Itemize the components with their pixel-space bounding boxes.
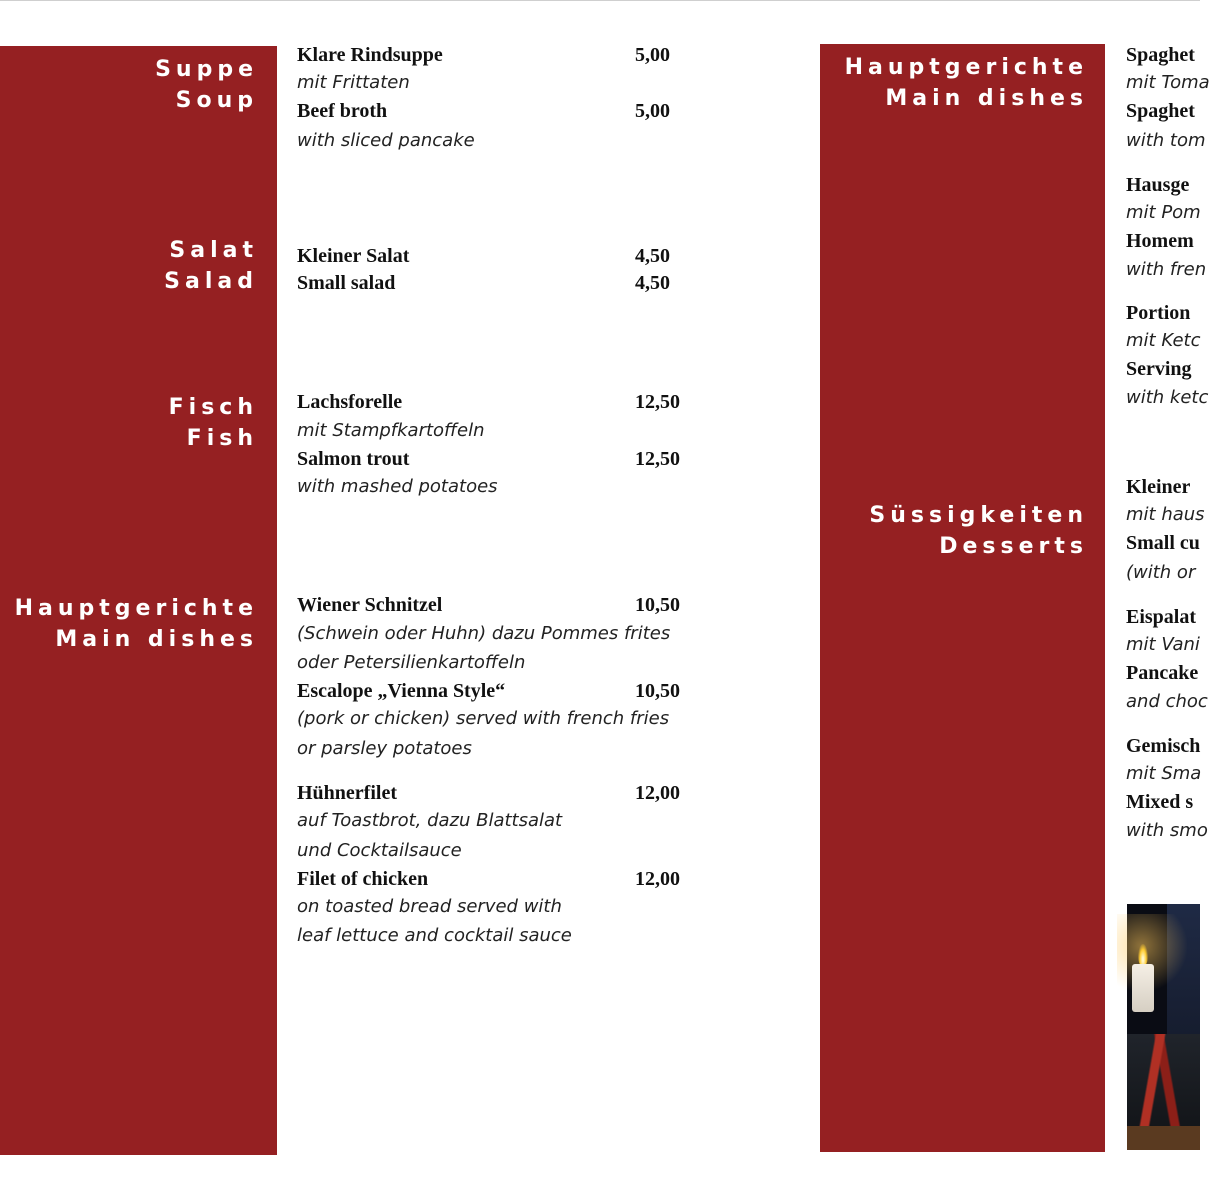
menu-item-name: Eispalat (1126, 606, 1197, 628)
category-salad (164, 235, 258, 297)
category-mains-right (845, 52, 1088, 114)
category-mains-left (15, 593, 258, 655)
category-mains-en: Main dishes (55, 627, 258, 652)
menu-item-desc: with tom (1126, 130, 1206, 151)
menu-item-desc: with ketc (1126, 387, 1209, 408)
category-mains-right-de: Hauptgerichte (844, 55, 1088, 80)
menu-item-name: Homem (1126, 230, 1194, 252)
menu-item-price: 4,50 (635, 272, 670, 294)
menu-item-desc: (Schwein oder Huhn) dazu Pommes frites (297, 623, 671, 644)
menu-item-desc: oder Petersilienkartoffeln (297, 652, 526, 673)
menu-item-desc: with smo (1126, 820, 1208, 841)
menu-item-price: 12,00 (635, 868, 680, 890)
menu-item-desc: with mashed potatoes (297, 476, 498, 497)
menu-item-name: Hühnerfilet (297, 782, 397, 804)
category-mains-right-en: Main dishes (885, 86, 1088, 111)
menu-item-price: 10,50 (635, 594, 680, 616)
category-salad-de: Salat (169, 238, 258, 263)
menu-item-desc: mit Stampfkartoffeln (297, 420, 485, 441)
menu-item-name: Escalope „Vienna Style“ (297, 680, 506, 702)
menu-item-price: 10,50 (635, 680, 680, 702)
menu-item-desc: mit Vani (1126, 634, 1200, 655)
menu-item-name: Small cu (1126, 532, 1200, 554)
category-desserts-en: Desserts (939, 534, 1088, 559)
menu-item-desc: mit Sma (1126, 763, 1202, 784)
category-soup-en: Soup (175, 88, 258, 113)
category-soup (155, 54, 258, 116)
category-fish-de: Fisch (168, 395, 258, 420)
menu-item-name: Salmon trout (297, 448, 410, 470)
menu-item-price: 5,00 (635, 44, 670, 66)
menu-item-desc: with sliced pancake (297, 130, 475, 151)
menu-item-name: Filet of chicken (297, 868, 429, 890)
category-fish-en: Fish (186, 426, 258, 451)
menu-item-name: Spaghet (1126, 44, 1195, 66)
category-desserts (869, 500, 1088, 562)
menu-item-name: Pancake (1126, 662, 1199, 684)
menu-item-name: Beef broth (297, 100, 388, 122)
menu-item-price: 5,00 (635, 100, 670, 122)
menu-item-desc: on toasted bread served with (297, 896, 562, 917)
menu-item-name: Kleiner Salat (297, 245, 410, 267)
candle-photo (1127, 904, 1200, 1150)
menu-item-name: Mixed s (1126, 791, 1194, 813)
menu-item-name: Gemisch (1126, 735, 1201, 757)
menu-item-price: 4,50 (635, 245, 670, 267)
category-salad-en: Salad (164, 269, 258, 294)
menu-item-name: Lachsforelle (297, 391, 403, 413)
menu-item-name: Spaghet (1126, 100, 1195, 122)
menu-item-desc: und Cocktailsauce (297, 840, 462, 861)
menu-item-name: Klare Rindsuppe (297, 44, 443, 66)
menu-item-desc: mit Ketc (1126, 330, 1201, 351)
menu-item-desc: auf Toastbrot, dazu Blattsalat (297, 810, 563, 831)
menu-item-desc: mit Pom (1126, 202, 1201, 223)
menu-item-desc: mit haus (1126, 504, 1205, 525)
top-divider (0, 0, 1200, 1)
menu-item-desc: (with or (1126, 562, 1196, 583)
menu-item-desc: and choc (1126, 691, 1208, 712)
flame-icon (1138, 944, 1148, 966)
category-mains-de: Hauptgerichte (14, 596, 258, 621)
category-desserts-de: Süssigkeiten (869, 503, 1088, 528)
menu-item-desc: (pork or chicken) served with french fries (297, 708, 670, 729)
menu-item-name: Kleiner (1126, 476, 1191, 498)
menu-item-desc: mit Toma (1126, 72, 1210, 93)
menu-item-name: Hausge (1126, 174, 1190, 196)
menu-item-desc: or parsley potatoes (297, 738, 472, 759)
menu-item-name: Portion (1126, 302, 1191, 324)
menu-item-name: Small salad (297, 272, 396, 294)
menu-item-desc: leaf lettuce and cocktail sauce (297, 925, 572, 946)
category-fish (169, 392, 258, 454)
menu-item-price: 12,00 (635, 782, 680, 804)
menu-item-desc: mit Frittaten (297, 72, 410, 93)
menu-item-name: Wiener Schnitzel (297, 594, 443, 616)
candle-icon (1132, 964, 1154, 1012)
category-soup-de: Suppe (155, 57, 258, 82)
category-band-right (820, 44, 1105, 1152)
menu-item-name: Serving (1126, 358, 1192, 380)
menu-item-desc: with fren (1126, 259, 1207, 280)
menu-item-price: 12,50 (635, 448, 680, 470)
menu-item-price: 12,50 (635, 391, 680, 413)
tray-shape (1127, 1126, 1200, 1150)
